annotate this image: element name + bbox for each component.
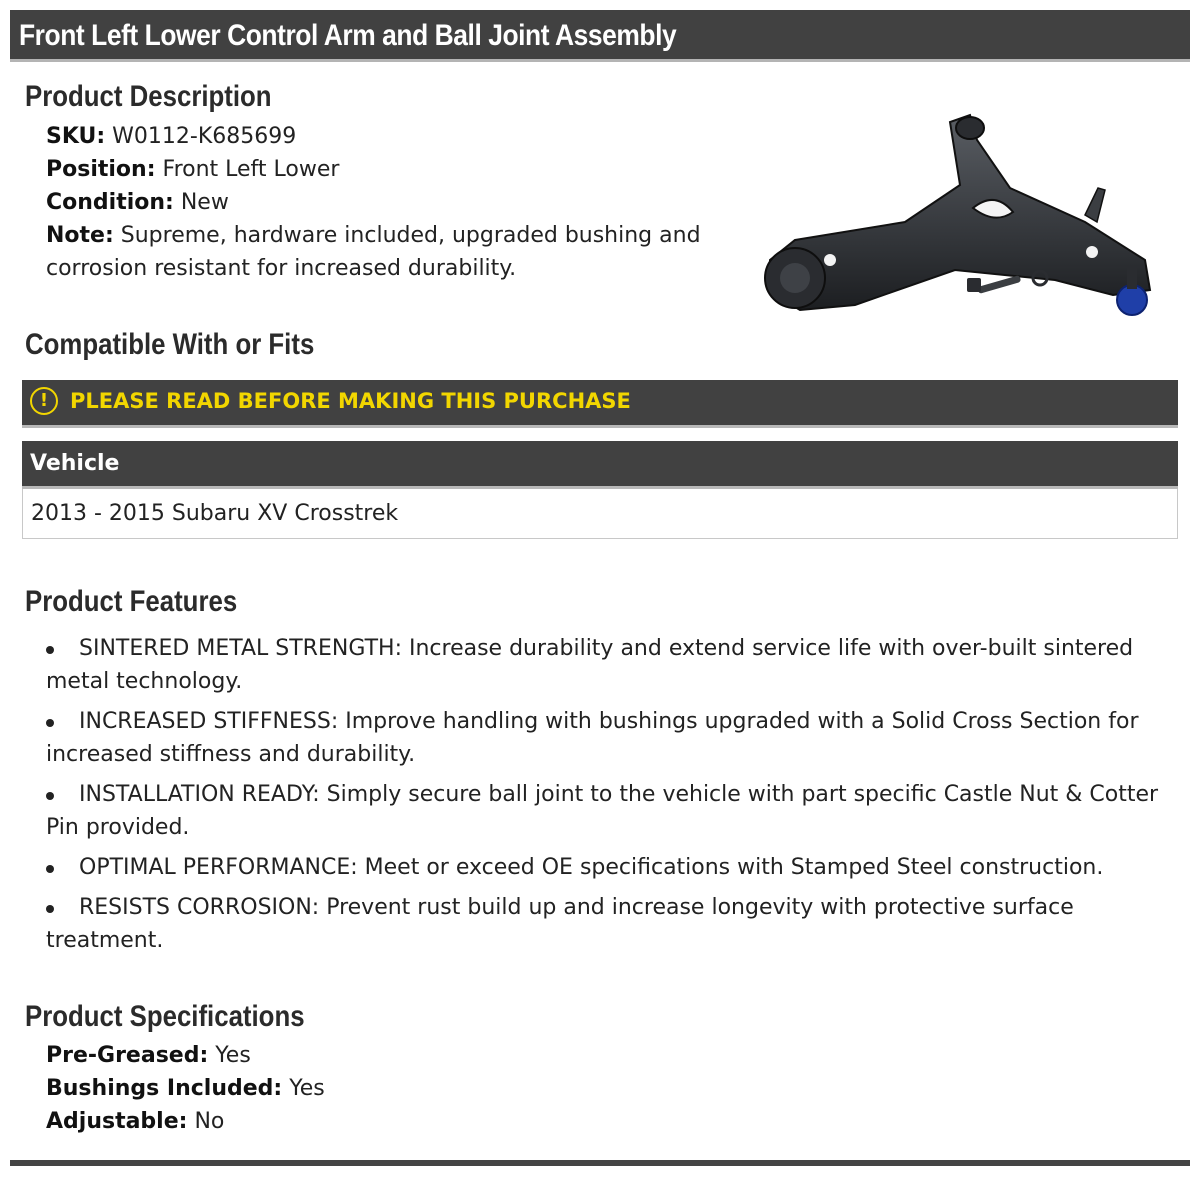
feature-item: INCREASED STIFFNESS: Improve handling with bushings upgraded with a Solid Cross Section for increased stiffness and durability. [46, 705, 1176, 771]
warning-text: PLEASE READ BEFORE MAKING THIS PURCHASE [70, 389, 631, 413]
condition-label: Condition: [46, 190, 174, 215]
pregreased-value: Yes [215, 1043, 251, 1068]
note-field [46, 219, 736, 285]
pregreased-label: Pre-Greased: [46, 1043, 209, 1068]
vehicle-column-header: Vehicle [22, 441, 1178, 489]
adjustable-value: No [194, 1109, 225, 1134]
ball-joint-boot [1117, 285, 1147, 315]
control-arm-image [755, 110, 1175, 325]
bushings-value: Yes [289, 1076, 325, 1101]
vehicle-row: 2013 - 2015 Subaru XV Crosstrek [22, 489, 1178, 539]
condition-field [46, 186, 229, 219]
title-bar [10, 10, 1190, 62]
sku-label: SKU: [46, 124, 106, 149]
note-label: Note: [46, 223, 114, 248]
warning-circle-icon: ! [30, 387, 58, 415]
feature-item: INSTALLATION READY: Simply secure ball joint to the vehicle with part specific Castle Nut & Cotter Pin provided. [46, 778, 1176, 844]
feature-item: RESISTS CORROSION: Prevent rust build up and increase longevity with protective surface treatment. [46, 891, 1176, 957]
ball-joint-stud [1127, 267, 1137, 289]
note-value: Supreme, hardware included, upgraded bushing and corrosion resistant for increased durability. [46, 223, 701, 281]
pregreased-field [46, 1039, 251, 1072]
sku-value: W0112-K685699 [112, 124, 297, 149]
rear-bushing [956, 117, 984, 139]
adjustable-label: Adjustable: [46, 1109, 188, 1134]
compatible-heading: Compatible With or Fits [25, 328, 315, 361]
feature-item: OPTIMAL PERFORMANCE: Meet or exceed OE specifications with Stamped Steel construction. [46, 851, 1176, 884]
arm-hole [1086, 246, 1098, 258]
sway-bracket [1085, 188, 1105, 222]
position-label: Position: [46, 157, 156, 182]
position-value: Front Left Lower [162, 157, 340, 182]
position-field [46, 153, 339, 186]
arm-hole [824, 254, 836, 266]
product-features-heading: Product Features [25, 585, 238, 618]
adjustable-field [46, 1105, 224, 1138]
product-description-heading: Product Description [25, 80, 272, 113]
feature-item: SINTERED METAL STRENGTH: Increase durability and extend service life with over-built sintered metal technology. [46, 632, 1176, 698]
product-specifications-heading: Product Specifications [25, 1000, 305, 1033]
bushings-label: Bushings Included: [46, 1076, 283, 1101]
page-title: Front Left Lower Control Arm and Ball Joint Assembly [19, 19, 677, 52]
vehicle-table [22, 441, 1178, 539]
condition-value: New [180, 190, 229, 215]
sku-field [46, 120, 296, 153]
features-list [46, 632, 1176, 964]
bottom-divider [10, 1160, 1190, 1166]
bushings-field [46, 1072, 325, 1105]
bushing-center [780, 263, 810, 293]
warning-banner [22, 380, 1178, 428]
